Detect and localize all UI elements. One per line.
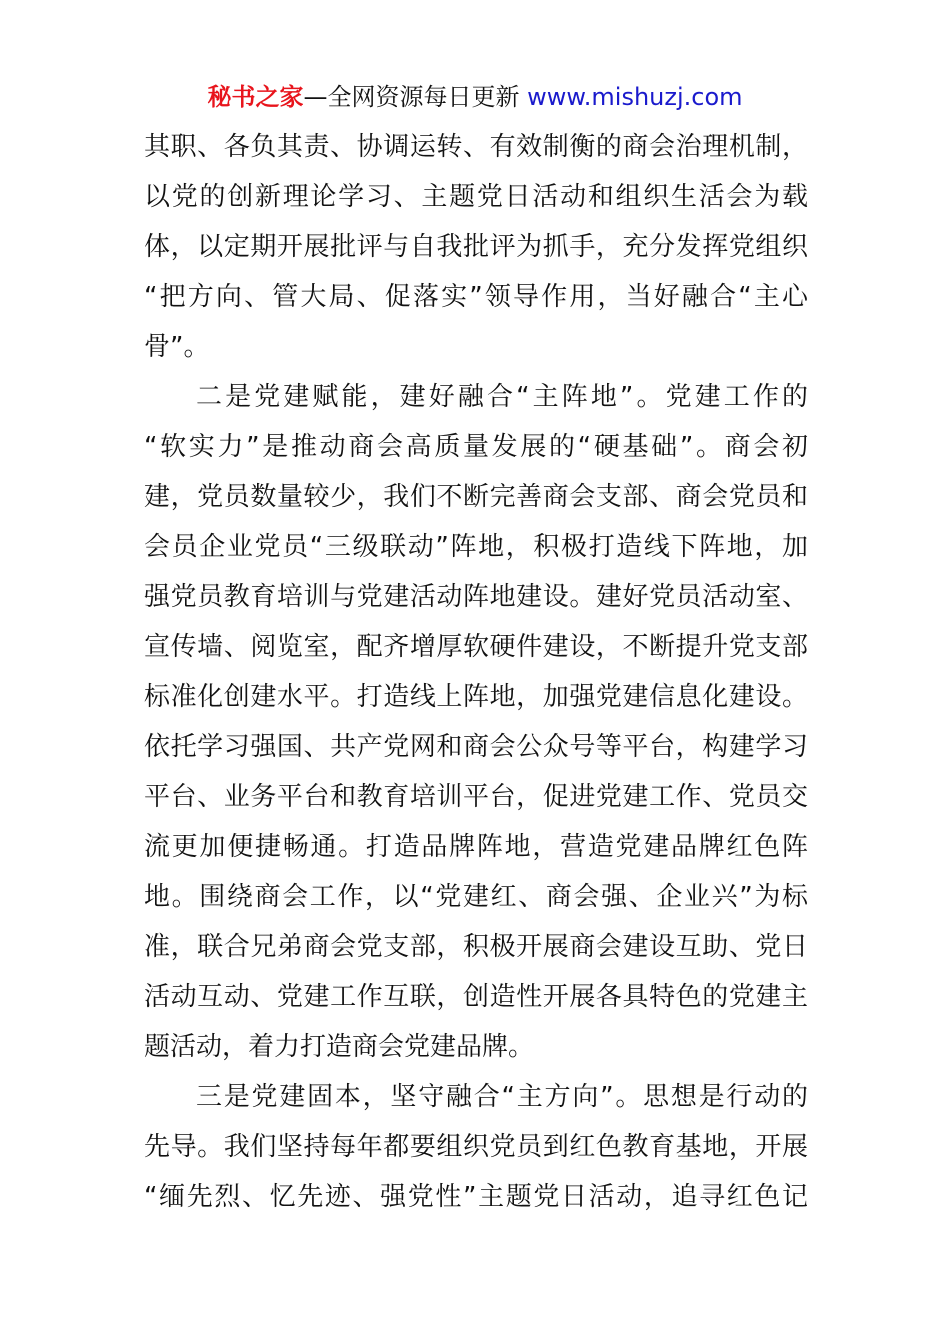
text-line: 流更加便捷畅通。打造品牌阵地，营造党建品牌红色阵 — [144, 832, 808, 862]
text-line: 依托学习强国、共产党网和商会公众号等平台，构建学习 — [144, 732, 808, 762]
text-line: 骨”。 — [144, 332, 210, 362]
text-line: “软实力”是推动商会高质量发展的“硬基础”。商会初 — [144, 432, 808, 462]
paragraph-first-line: 三是党建固本，坚守融合“主方向”。思想是行动的 — [196, 1082, 808, 1112]
text-line: 地。围绕商会工作，以“党建红、商会强、企业兴”为标 — [144, 882, 808, 912]
site-url-link[interactable]: www.mishuzj.com — [527, 83, 743, 111]
text-line: 准，联合兄弟商会党支部，积极开展商会建设互助、党日 — [144, 932, 808, 962]
text-line: 先导。我们坚持每年都要组织党员到红色教育基地，开展 — [144, 1132, 808, 1162]
text-line: 标准化创建水平。打造线上阵地，加强党建信息化建设。 — [144, 682, 808, 712]
text-line: 其职、各负其责、协调运转、有效制衡的商会治理机制， — [144, 132, 808, 162]
text-line: 活动互动、党建工作互联，创造性开展各具特色的党建主 — [144, 982, 808, 1012]
text-line: 宣传墙、阅览室，配齐增厚软硬件建设，不断提升党支部 — [144, 632, 808, 662]
document-body — [144, 122, 808, 1222]
paragraph-first-line: 二是党建赋能，建好融合“主阵地”。党建工作的 — [196, 382, 808, 412]
text-line: 以党的创新理论学习、主题党日活动和组织生活会为载 — [144, 182, 808, 212]
text-line: 题活动，着力打造商会党建品牌。 — [144, 1032, 535, 1062]
text-line: “把方向、管大局、促落实”领导作用，当好融合“主心 — [144, 282, 808, 312]
text-line: 平台、业务平台和教育培训平台，促进党建工作、党员交 — [144, 782, 808, 812]
text-line: 建，党员数量较少，我们不断完善商会支部、商会党员和 — [144, 482, 808, 512]
brand-name: 秘书之家 — [207, 83, 304, 111]
site-header — [0, 80, 950, 114]
header-tagline: —全网资源每日更新 — [303, 83, 528, 111]
text-line: 会员企业党员“三级联动”阵地，积极打造线下阵地，加 — [144, 532, 808, 562]
text-line: 强党员教育培训与党建活动阵地建设。建好党员活动室、 — [144, 582, 808, 612]
text-line: “缅先烈、忆先迹、强党性”主题党日活动，追寻红色记 — [144, 1182, 808, 1212]
text-line: 体，以定期开展批评与自我批评为抓手，充分发挥党组织 — [144, 232, 808, 262]
